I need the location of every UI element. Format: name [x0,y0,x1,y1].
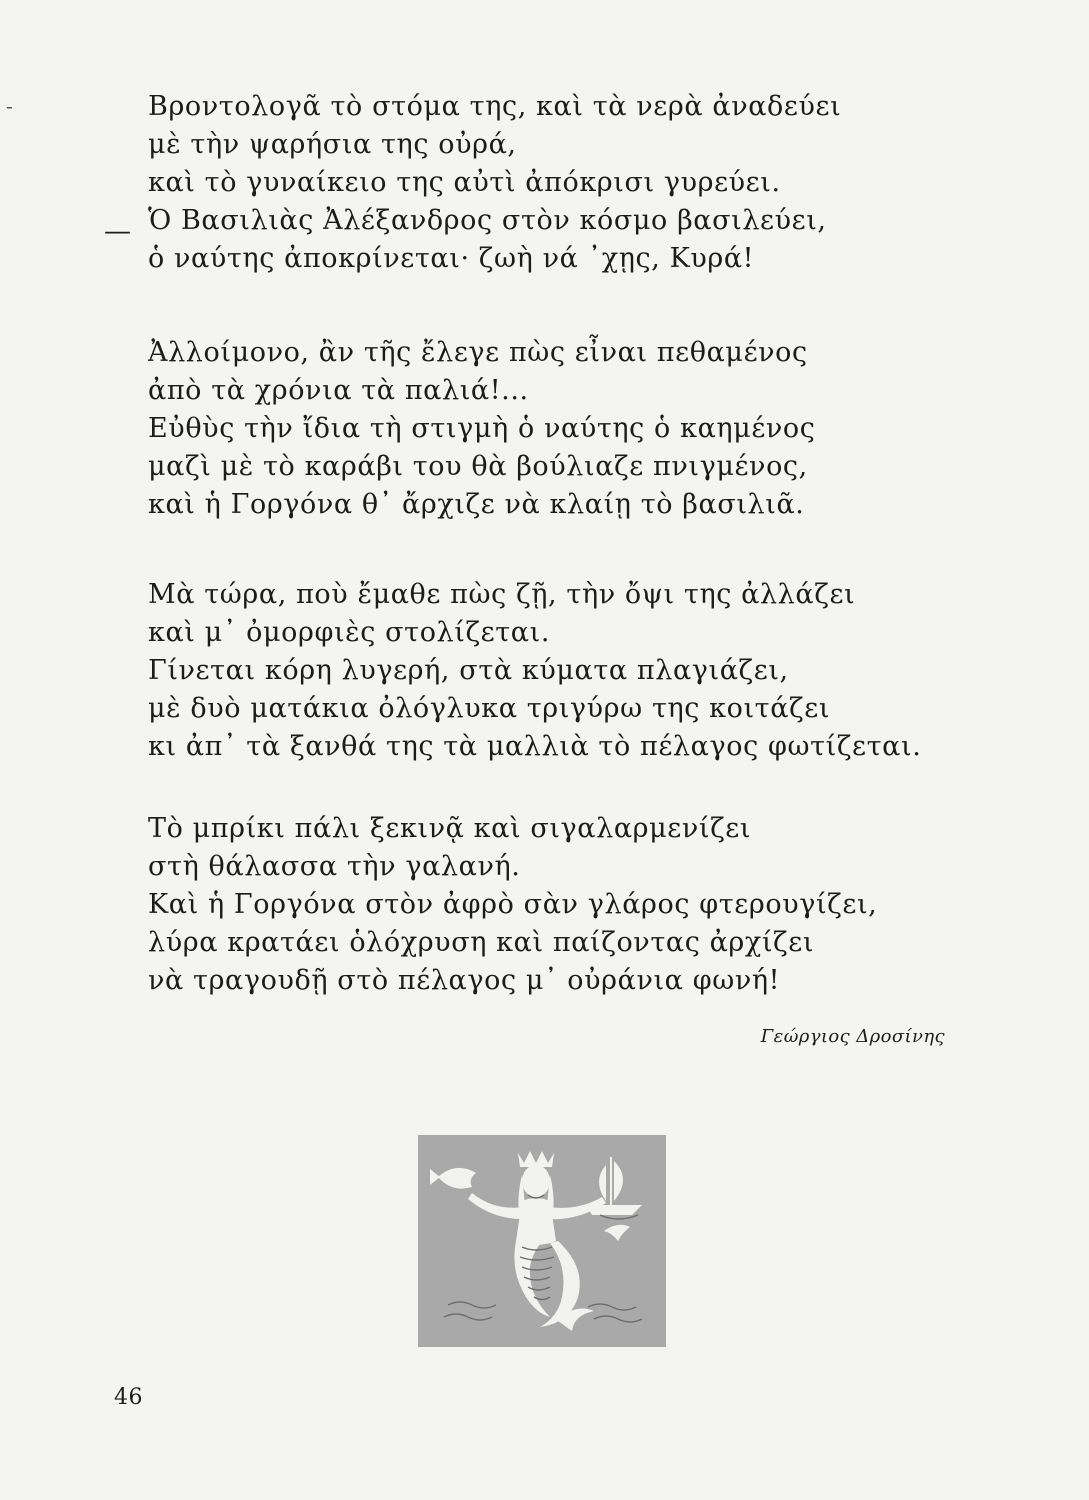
verse-line: καὶ μ᾽ ὀμορφιὲς στολίζεται. [148,617,551,648]
verse-line: Μὰ τώρα, ποὺ ἔμαθε πὼς ζῇ, τὴν ὄψι της ἀλλάζει [148,579,856,610]
verse-line: μὲ τὴν ψαρήσια της οὐρά, [148,129,517,160]
verse-line: Καὶ ἡ Γοργόνα στὸν ἀφρὸ σὰν γλάρος φτερουγίζει, [148,889,878,920]
verse-line: καὶ ἡ Γοργόνα θ᾽ ἄρχιζε νὰ κλαίῃ τὸ βασιλιᾶ. [148,489,805,520]
stanza-4 [148,810,877,1000]
verse-line: Τὸ μπρίκι πάλι ξεκινᾷ καὶ σιγαλαρμενίζει [148,813,752,844]
verse-line: στὴ θάλασσα τὴν γαλανή. [148,851,521,882]
verse-line: Ὁ Βασιλιὰς Ἀλέξανδρος στὸν κόσμο βασιλεύει, [148,205,827,236]
verse-line: λύρα κρατάει ὁλόχρυση καὶ παίζοντας ἀρχίζει [148,927,815,958]
verse-line: καὶ τὸ γυναίκειο της αὐτὶ ἀπόκρισι γυρεύει. [148,167,781,198]
verse-line: Βροντολογᾶ τὸ στόμα της, καὶ τὰ νερὰ ἀναδεύει [148,91,842,122]
mermaid-illustration-icon [418,1135,666,1347]
margin-mark: - [6,94,13,118]
verse-line: μὲ δυὸ ματάκια ὀλόγλυκα τριγύρω της κοιτάζει [148,693,831,724]
dialogue-dash: — [104,216,131,247]
verse-line: Ἀλλοίμονο, ἂν τῆς ἔλεγε πὼς εἶναι πεθαμένος [148,337,808,368]
verse-line: κι ἀπ᾽ τὰ ξανθά της τὰ μαλλιὰ τὸ πέλαγος φωτίζεται. [148,731,922,762]
author-signature: Γεώργιος Δροσίνης [760,1026,945,1047]
page-number: 46 [114,1385,143,1410]
stanza-2 [148,334,816,524]
stanza-1 [148,88,841,278]
verse-line: νὰ τραγουδῇ στὸ πέλαγος μ᾽ οὐράνια φωνή! [148,965,781,996]
verse-line: μαζὶ μὲ τὸ καράβι του θὰ βούλιαζε πνιγμένος, [148,451,808,482]
verse-line: ἀπὸ τὰ χρόνια τὰ παλιά!... [148,375,529,406]
verse-line: Γίνεται κόρη λυγερή, στὰ κύματα πλαγιάζει, [148,655,789,686]
verse-line: ὁ ναύτης ἀποκρίνεται· ζωὴ νά ᾽χῃς, Κυρά! [148,243,755,274]
stanza-3 [148,576,921,766]
verse-line: Εὐθὺς τὴν ἴδια τὴ στιγμὴ ὁ ναύτης ὁ καημένος [148,413,816,444]
